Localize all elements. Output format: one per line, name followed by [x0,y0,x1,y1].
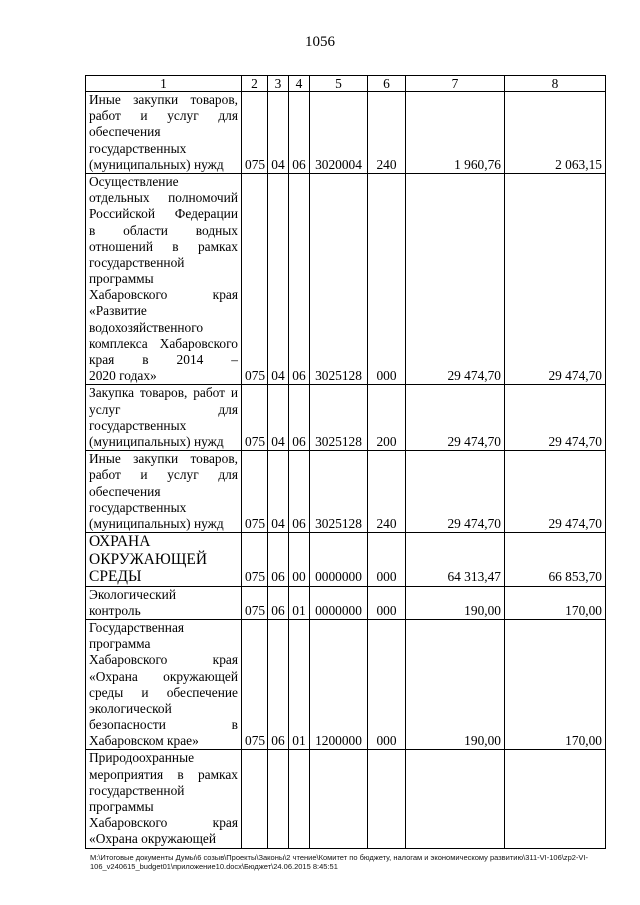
cell-col-3 [268,750,289,848]
row-name-line: мероприятия в рамках [89,766,238,782]
cell-col-4: 06 [289,451,310,533]
column-header-7: 7 [406,76,505,92]
cell-col-7: 64 313,47 [406,533,505,587]
table-row [86,92,606,174]
cell-col-4: 01 [289,586,310,619]
cell-col-2: 075 [242,173,268,384]
cell-col-6: 000 [368,586,406,619]
table-row [86,586,606,619]
row-name-line: СРЕДЫ [89,568,142,586]
column-header-1: 1 [86,76,242,92]
footer-line: 106_v240615_budget01\приложение10.docx\Бюджет\24.06.2015 8:45:51 [90,862,338,871]
cell-col-7: 29 474,70 [406,451,505,533]
table-row [86,619,606,750]
cell-col-2: 075 [242,385,268,451]
cell-col-5: 0000000 [310,586,368,619]
cell-col-2: 075 [242,92,268,174]
table-row [86,533,606,587]
cell-col-3: 04 [268,92,289,174]
row-name-line: Хабаровского края [89,815,238,831]
cell-col-4 [289,750,310,848]
cell-col-4: 06 [289,173,310,384]
cell-col-6 [368,750,406,848]
cell-col-6: 240 [368,451,406,533]
cell-col-7: 29 474,70 [406,385,505,451]
row-name-line: программы [89,799,154,814]
cell-col-3: 04 [268,385,289,451]
footer-line: М:\Итоговые документы Думы\6 созыв\Проекты\Законы\2 чтение\Комитет по бюджету, налогам и экономическому развитию\311-VI-106\zp2-VI- [90,853,588,862]
row-name-cell [86,173,242,384]
cell-col-4: 01 [289,619,310,750]
cell-col-8: 66 853,70 [505,533,606,587]
cell-col-6: 240 [368,92,406,174]
cell-col-3: 06 [268,533,289,587]
column-header-5: 5 [310,76,368,92]
column-header-2: 2 [242,76,268,92]
document-footer [90,853,610,871]
cell-col-2: 075 [242,533,268,587]
cell-col-6: 000 [368,619,406,750]
row-name-line: ОХРАНА [89,533,151,551]
row-name-line: Экологический [89,586,177,602]
row-name-cell [86,533,242,587]
cell-col-5: 3025128 [310,173,368,384]
row-name-line: водохозяйственного [89,319,204,335]
row-name-line: государственной [89,254,185,270]
table-row [86,451,606,533]
cell-col-3: 04 [268,173,289,384]
table-row [86,173,606,384]
cell-col-7: 190,00 [406,619,505,750]
row-name-line: работ и услуг для [89,108,238,124]
cell-col-8: 170,00 [505,619,606,750]
cell-col-5: 3025128 [310,385,368,451]
row-name-line: Природоохранные [89,750,195,766]
cell-col-5 [310,750,368,848]
row-name-line: ОКРУЖАЮЩЕЙ [89,550,208,568]
row-name-cell [86,750,242,848]
page-number: 1056 [305,34,335,50]
row-name-line: (муниципальных) нужд [89,515,224,531]
row-name-line: края в 2014 – [89,352,238,367]
row-name-line: отношений в рамках [89,238,238,254]
row-name-line: Хабаровского края [89,652,238,668]
row-name-cell [86,451,242,533]
row-name-line: работ и услуг для [89,467,238,483]
cell-col-5: 1200000 [310,619,368,750]
row-name-line: Осуществление [89,173,179,189]
cell-col-2: 075 [242,586,268,619]
cell-col-8 [505,750,606,848]
row-name-line: обеспечения [89,124,161,140]
cell-col-6: 200 [368,385,406,451]
row-name-line: Государственная [89,619,185,635]
cell-col-7 [406,750,505,848]
row-name-line: обеспечения [89,483,161,499]
cell-col-5: 3020004 [310,92,368,174]
cell-col-8: 170,00 [505,586,606,619]
table-row [86,385,606,451]
cell-col-5: 3025128 [310,451,368,533]
row-name-line: Российской Федерации [89,206,238,222]
row-name-line: программа [89,636,151,652]
cell-col-2: 075 [242,451,268,533]
row-name-line: 2020 годах» [89,368,157,384]
cell-col-7: 190,00 [406,586,505,619]
row-name-line: «Охрана окружающей [89,668,238,684]
cell-col-4: 06 [289,92,310,174]
column-header-6: 6 [368,76,406,92]
cell-col-6: 000 [368,173,406,384]
row-name-line: Хабаровском крае» [89,733,199,749]
row-name-cell [86,385,242,451]
row-name-line: экологической [89,700,172,716]
row-name-line: контроль [89,602,141,618]
row-name-line: программы [89,271,154,287]
column-header-3: 3 [268,76,289,92]
row-name-line: комплекса Хабаровского [89,335,238,351]
table-row [86,750,606,848]
row-name-cell [86,92,242,174]
cell-col-8: 2 063,15 [505,92,606,174]
row-name-line: в области водных [89,222,238,238]
header-row [86,76,606,92]
cell-col-3: 04 [268,451,289,533]
cell-col-5: 0000000 [310,533,368,587]
row-name-line: услуг для [89,401,238,417]
column-header-8: 8 [505,76,606,92]
cell-col-4: 00 [289,533,310,587]
row-name-line: (муниципальных) нужд [89,156,224,172]
row-name-line: безопасности в [89,717,238,733]
row-name-line: государственной [89,782,185,798]
cell-col-8: 29 474,70 [505,173,606,384]
cell-col-8: 29 474,70 [505,385,606,451]
cell-col-7: 1 960,76 [406,92,505,174]
table-body [86,92,606,849]
row-name-line: Иные закупки товаров, [89,451,238,467]
row-name-cell [86,619,242,750]
row-name-line: государственных [89,417,187,433]
column-header-4: 4 [289,76,310,92]
cell-col-3: 06 [268,586,289,619]
cell-col-4: 06 [289,385,310,451]
cell-col-8: 29 474,70 [505,451,606,533]
row-name-line: «Развитие [89,303,147,319]
cell-col-2: 075 [242,619,268,750]
cell-col-7: 29 474,70 [406,173,505,384]
row-name-line: среды и обеспечение [89,684,238,700]
row-name-line: государственных [89,499,187,515]
row-name-line: «Охрана окружающей [89,831,217,847]
row-name-cell [86,586,242,619]
budget-table [85,75,606,849]
cell-col-6: 000 [368,533,406,587]
cell-col-3: 06 [268,619,289,750]
row-name-line: (муниципальных) нужд [89,433,224,449]
row-name-line: отдельных полномочий [89,190,238,206]
row-name-line: Иные закупки товаров, [89,92,238,107]
row-name-line: Закупка товаров, работ и [89,385,238,401]
row-name-line: Хабаровского края [89,287,238,303]
row-name-line: государственных [89,140,187,156]
cell-col-2 [242,750,268,848]
